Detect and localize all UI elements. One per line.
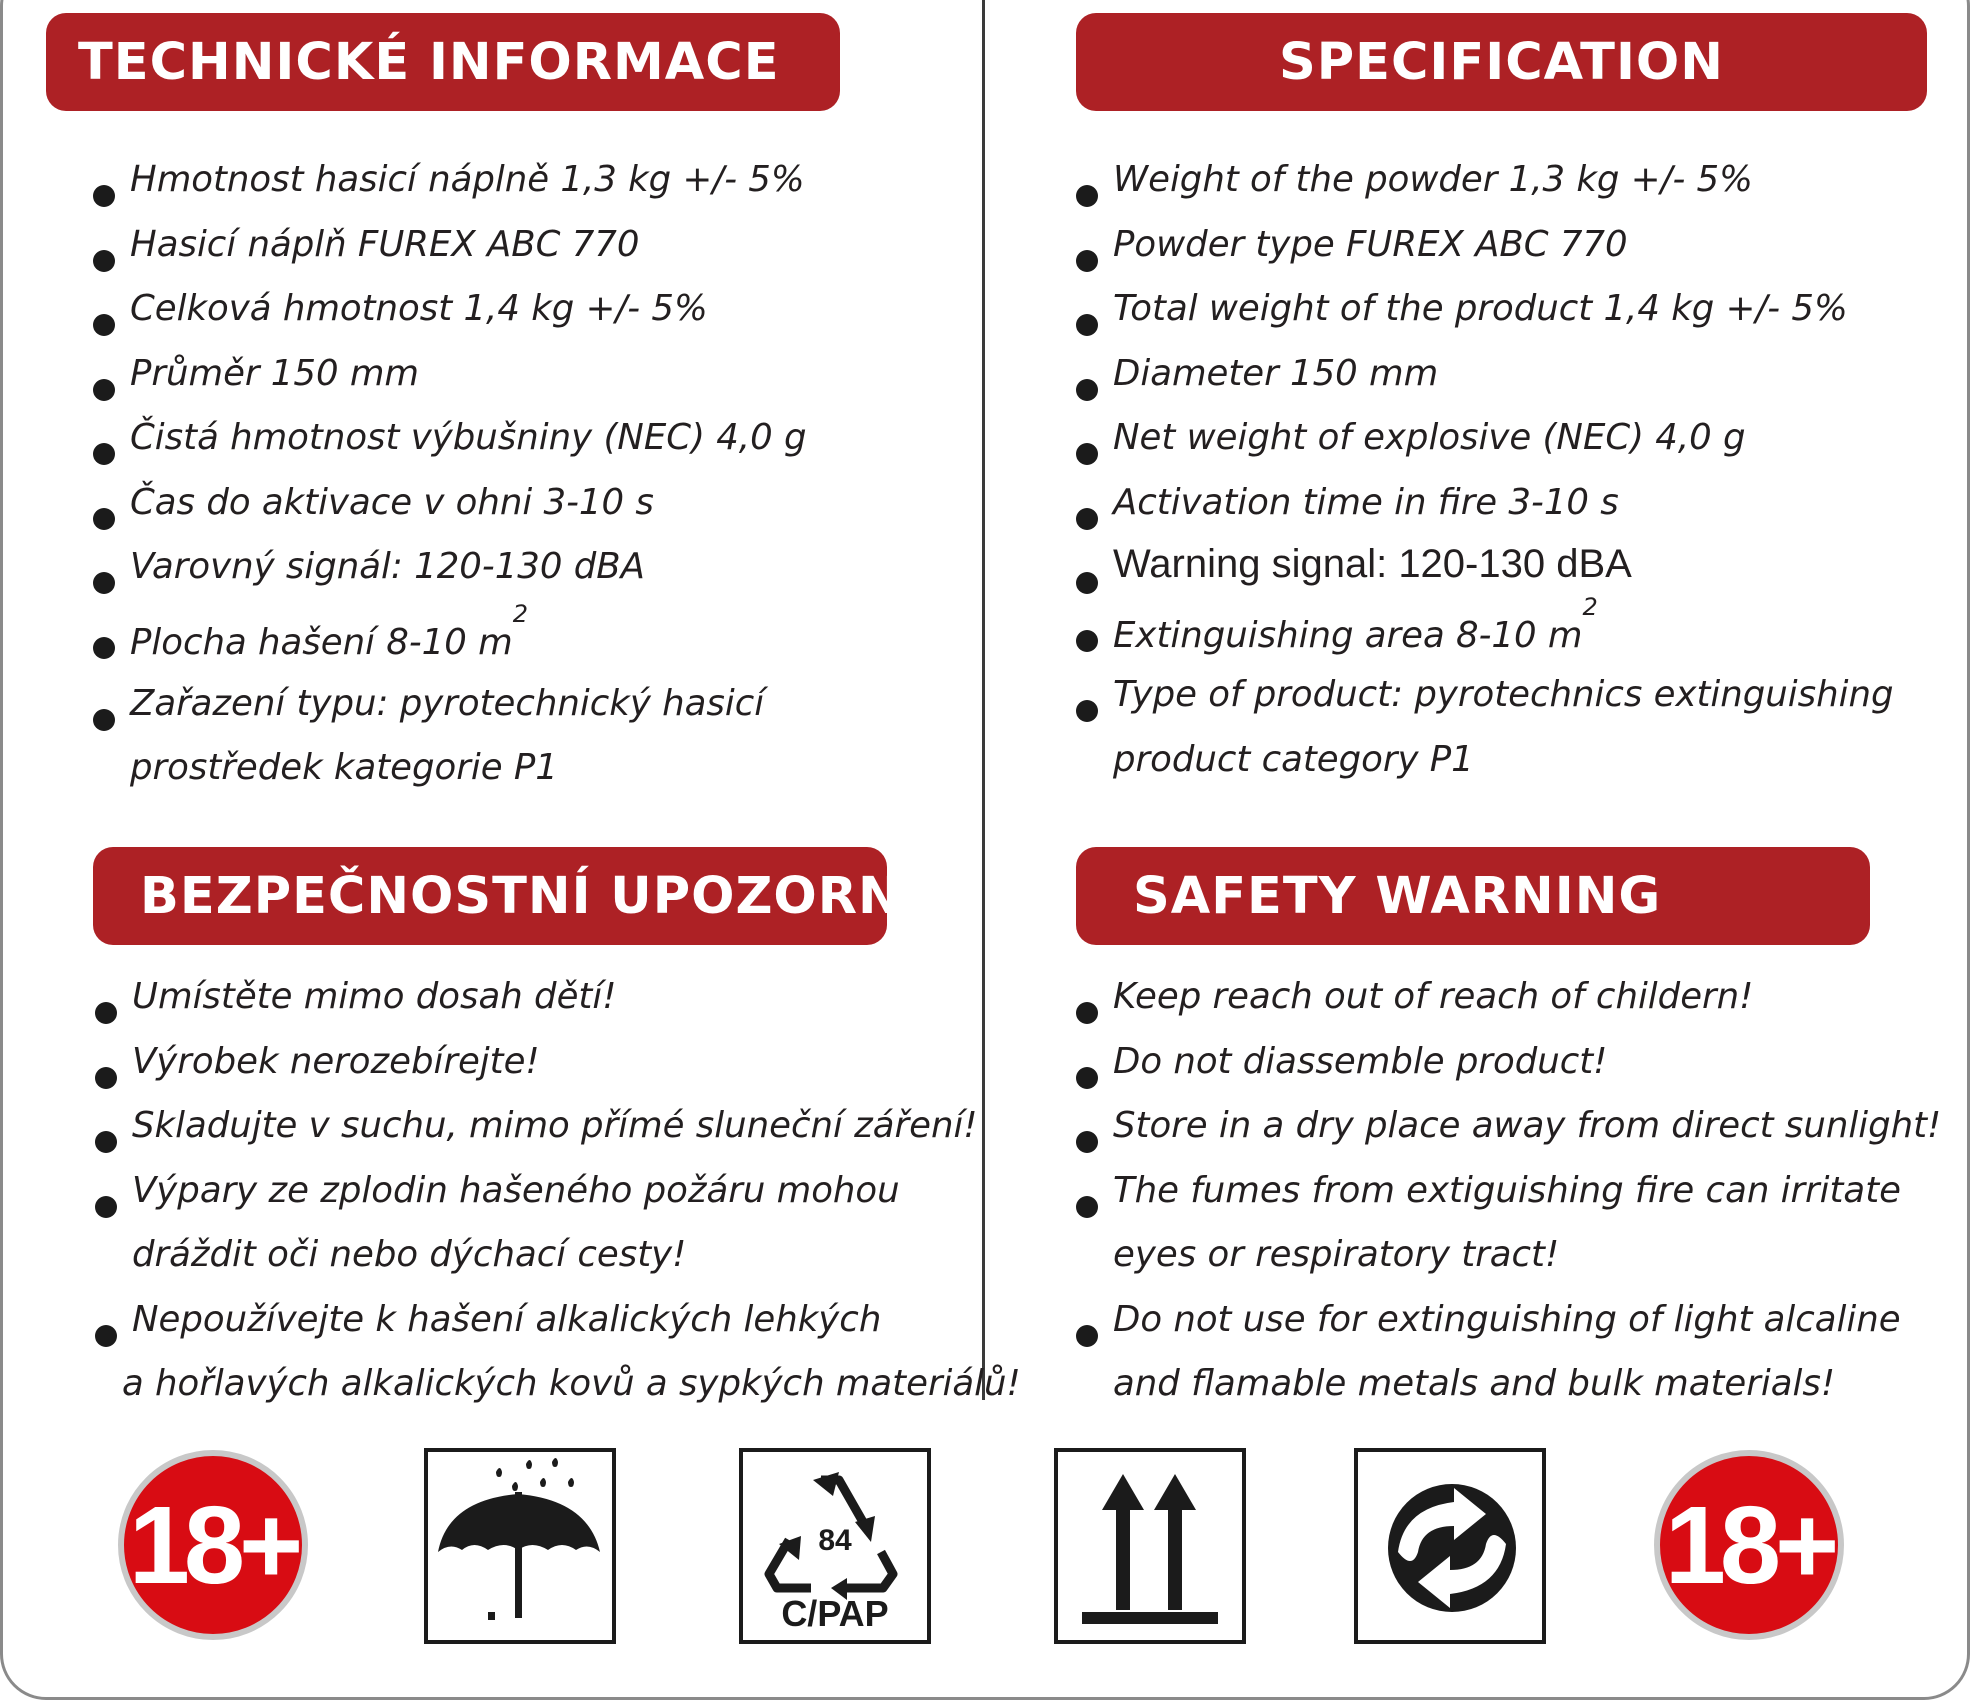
list-item: Celková hmotnost 1,4 kg +/- 5%: [130, 277, 806, 342]
green-dot-arrows-icon: [1358, 1452, 1542, 1640]
list-item: Keep reach out of reach of childern!: [1113, 965, 1941, 1030]
list-item-continued: dráždit oči nebo dýchací cesty!: [132, 1234, 687, 1275]
list-item: Do not use for extinguishing of light alcaline: [1113, 1288, 1941, 1353]
this-way-up-icon: [1054, 1448, 1246, 1644]
up-arrows-icon: [1058, 1452, 1242, 1640]
age-restriction-icon: [118, 1450, 308, 1640]
list-item: Umístěte mimo dosah dětí!: [132, 965, 1021, 1030]
list-item: [130, 600, 806, 672]
list-item: Powder type FUREX ABC 770: [1113, 213, 1894, 278]
list-item: Nepoužívejte k hašení alkalických lehkých: [132, 1288, 1021, 1353]
safety-warning-banner: [1076, 847, 1870, 945]
tech-info-title: TECHNICKÉ INFORMACE: [78, 32, 780, 92]
keep-dry-umbrella-icon: [424, 1448, 616, 1644]
tech-info-banner: [46, 13, 840, 111]
list-item: Výpary ze zplodin hašeného požáru mohou: [132, 1159, 1021, 1224]
recycling-cpap-icon: [739, 1448, 931, 1644]
superscript: 2: [1582, 593, 1598, 621]
recycle-number: 84: [818, 1524, 852, 1557]
age-label: 18+: [1664, 1483, 1834, 1607]
list-item-continued: product category P1: [1113, 738, 1474, 780]
list-item: [1113, 535, 1894, 593]
safety-banner-cz: [93, 847, 1002, 945]
list-item: Hmotnost hasicí náplně 1,3 kg +/- 5%: [130, 148, 806, 213]
list-item: [1113, 593, 1894, 663]
list-item: Průměr 150 mm: [130, 342, 806, 407]
age-label: 18+: [128, 1483, 298, 1607]
list-item: Type of product: pyrotechnics extinguishing: [1113, 663, 1894, 728]
list-item: Do not diassemble product!: [1113, 1030, 1941, 1095]
list-item: Activation time in fire 3-10 s: [1113, 471, 1894, 536]
list-item: Diameter 150 mm: [1113, 342, 1894, 407]
list-item: Total weight of the product 1,4 kg +/- 5%: [1113, 277, 1894, 342]
list-item: The fumes from extiguishing fire can irritate: [1113, 1159, 1941, 1224]
list-item: Net weight of explosive (NEC) 4,0 g: [1113, 406, 1894, 471]
safety-title-cz: BEZPEČNOSTNÍ UPOZORNĚNÍ: [140, 866, 1002, 926]
green-dot-icon: [1354, 1448, 1546, 1644]
list-item: Weight of the powder 1,3 kg +/- 5%: [1113, 148, 1894, 213]
recycle-triangle-icon: [743, 1452, 927, 1640]
recycle-code: C/PAP: [781, 1593, 889, 1634]
list-item: Zařazení typu: pyrotechnický hasicí: [130, 672, 806, 737]
age-restriction-icon: [1654, 1450, 1844, 1640]
safety-warning-list: [1113, 965, 1941, 1417]
list-item: Varovný signál: 120-130 dBA: [130, 535, 806, 600]
specification-list: [1113, 148, 1894, 792]
area-text: Extinguishing area 8-10 m: [1113, 615, 1583, 656]
specification-banner: [1076, 13, 1927, 111]
list-item: Store in a dry place away from direct sunlight!: [1113, 1094, 1941, 1159]
list-item-continued: and flamable metals and bulk materials!: [1113, 1363, 1836, 1404]
specification-title: SPECIFICATION: [1279, 32, 1724, 92]
superscript: 2: [512, 599, 528, 628]
list-item: Výrobek nerozebírejte!: [132, 1030, 1021, 1095]
safety-list-cz: [122, 965, 1021, 1417]
umbrella-icon: [428, 1452, 612, 1640]
list-item: Čistá hmotnost výbušniny (NEC) 4,0 g: [130, 406, 806, 471]
list-item-continued: prostředek kategorie P1: [130, 747, 558, 788]
area-text: Plocha hašení 8-10 m: [130, 621, 513, 663]
list-item-continued: a hořlavých alkalických kovů a sypkých materiálů!: [122, 1363, 1021, 1404]
list-item-continued: eyes or respiratory tract!: [1113, 1234, 1560, 1275]
list-item: Čas do aktivace v ohni 3-10 s: [130, 471, 806, 536]
list-item: Hasicí náplň FUREX ABC 770: [130, 213, 806, 278]
warning-signal-text: Warning signal: 120-130 dBA: [1113, 542, 1632, 586]
list-item: Skladujte v suchu, mimo přímé sluneční záření!: [132, 1094, 1021, 1159]
tech-info-list-cz: [130, 148, 806, 801]
safety-warning-title: SAFETY WARNING: [1133, 866, 1662, 926]
